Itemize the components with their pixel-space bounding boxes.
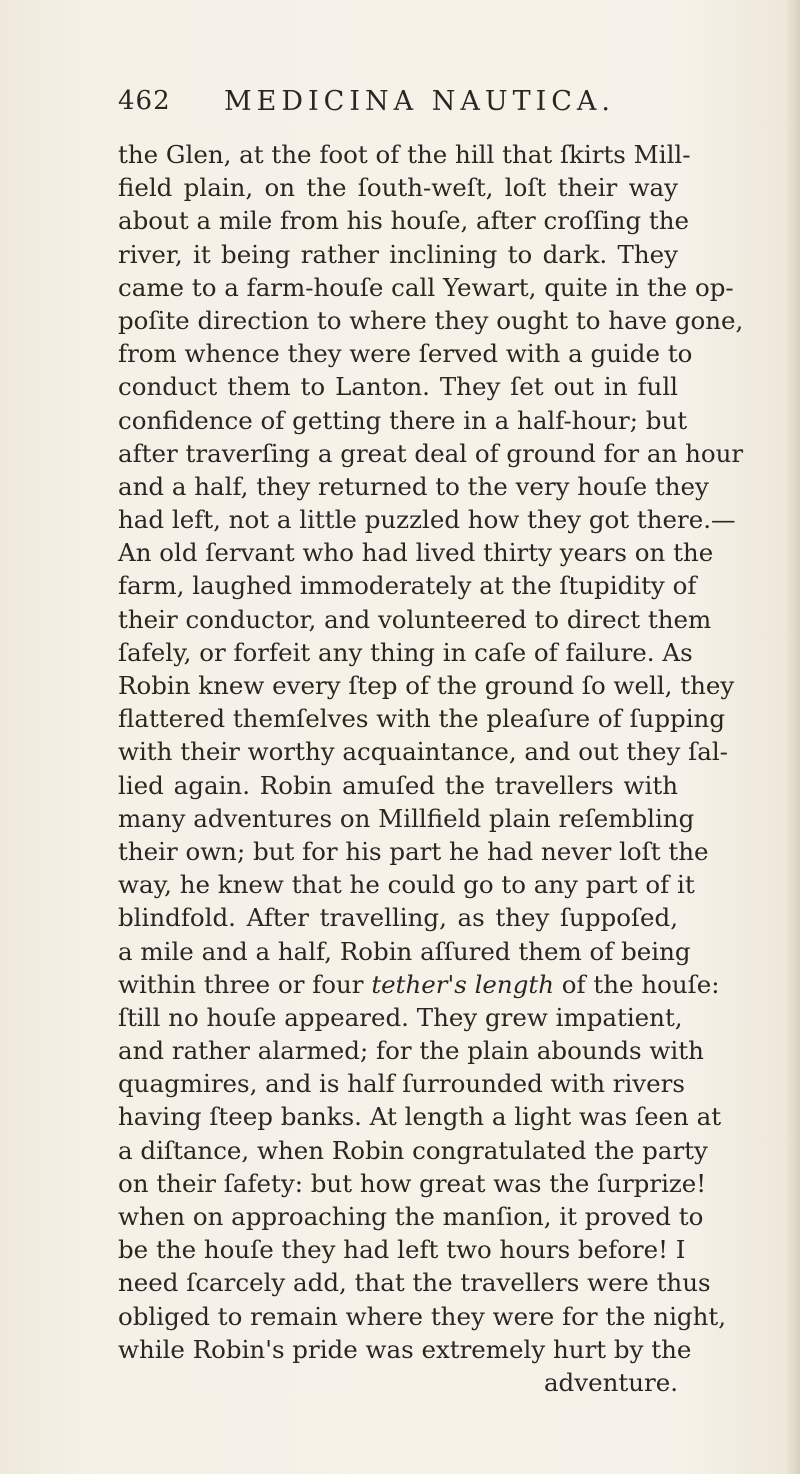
- page-header: [118, 86, 678, 126]
- text-line: after traverſing a great deal of ground for an hour: [118, 438, 744, 468]
- text-line: lied again. Robin amuſed the travellers with: [118, 770, 678, 800]
- page-edge-shadow: [786, 0, 800, 1474]
- text-line: many adventures on Millfield plain reſembling: [118, 803, 695, 833]
- text-line: Robin knew every ſtep of the ground ſo well, they: [118, 671, 735, 700]
- text-line: came to a farm-houſe call Yewart, quite in the op-: [118, 272, 734, 302]
- line-text-after: of the houſe:: [554, 969, 720, 999]
- text-line: their conductor, and volunteered to direct them: [118, 604, 712, 634]
- text-line: a mile and a half, Robin aſſured them of being: [118, 936, 691, 966]
- text-line: poſite direction to where they ought to have gone,: [118, 305, 744, 335]
- text-line: the Glen, at the foot of the hill that ſkirts Mill-: [118, 140, 691, 169]
- text-line: farm, laughed immoderately at the ſtupidity of: [118, 571, 697, 601]
- text-line: their own; but for his part he had never loſt the: [118, 836, 709, 866]
- text-line: and a half, they returned to the very houſe they: [118, 471, 709, 501]
- text-line: ſafely, or forfeit any thing in caſe of failure. As: [118, 637, 693, 667]
- text-line-with-italic: [118, 968, 720, 1001]
- text-line: quagmires, and is half ſurrounded with rivers: [118, 1069, 685, 1099]
- italic-phrase: tether's length: [371, 969, 555, 999]
- text-line: ſtill no houſe appeared. They grew impatient,: [118, 1002, 683, 1032]
- line-text-before: within three or four: [118, 969, 372, 999]
- text-line: about a mile from his houſe, after croſſing the: [118, 206, 690, 236]
- text-line: conduct them to Lanton. They ſet out in full: [118, 372, 678, 402]
- text-line: and rather alarmed; for the plain abounds with: [118, 1036, 704, 1066]
- text-line: flattered themſelves with the pleaſure of ſupping: [118, 704, 725, 734]
- text-line: blindfold. After travelling, as they ſuppoſed,: [118, 903, 678, 933]
- text-line: from whence they were ſerved with a guide to: [118, 339, 693, 369]
- text-line: having ſteep banks. At length a light was ſeen at: [118, 1102, 722, 1132]
- text-line: obliged to remain where they were for the night,: [118, 1301, 727, 1331]
- text-line: An old ſervant who had lived thirty years on the: [118, 538, 714, 568]
- text-line: field plain, on the ſouth-weſt, loſt their way: [118, 173, 678, 203]
- text-line: when on approaching the manſion, it proved to: [118, 1202, 704, 1231]
- text-line: with their worthy acquaintance, and out they ſal-: [118, 737, 728, 767]
- text-line: confidence of getting there in a half-hour; but: [118, 405, 688, 435]
- body-text: [118, 138, 744, 1399]
- text-line: had left, not a little puzzled how they got there.—: [118, 505, 736, 535]
- page-number: 462: [118, 86, 171, 116]
- text-line: while Robin's pride was extremely hurt by the: [118, 1334, 692, 1364]
- text-line-final: adventure.: [543, 1367, 678, 1397]
- text-line: river, it being rather inclining to dark. They: [118, 239, 678, 269]
- text-line: way, he knew that he could go to any part of it: [118, 870, 695, 900]
- running-title: MEDICINA NAUTICA.: [224, 86, 615, 117]
- text-line: a diſtance, when Robin congratulated the party: [118, 1135, 708, 1165]
- text-line: be the houſe they had left two hours before! I: [118, 1235, 686, 1265]
- text-line: on their ſafety: but how great was the ſurprize!: [118, 1168, 707, 1198]
- text-line: need ſcarcely add, that the travellers were thus: [118, 1268, 711, 1298]
